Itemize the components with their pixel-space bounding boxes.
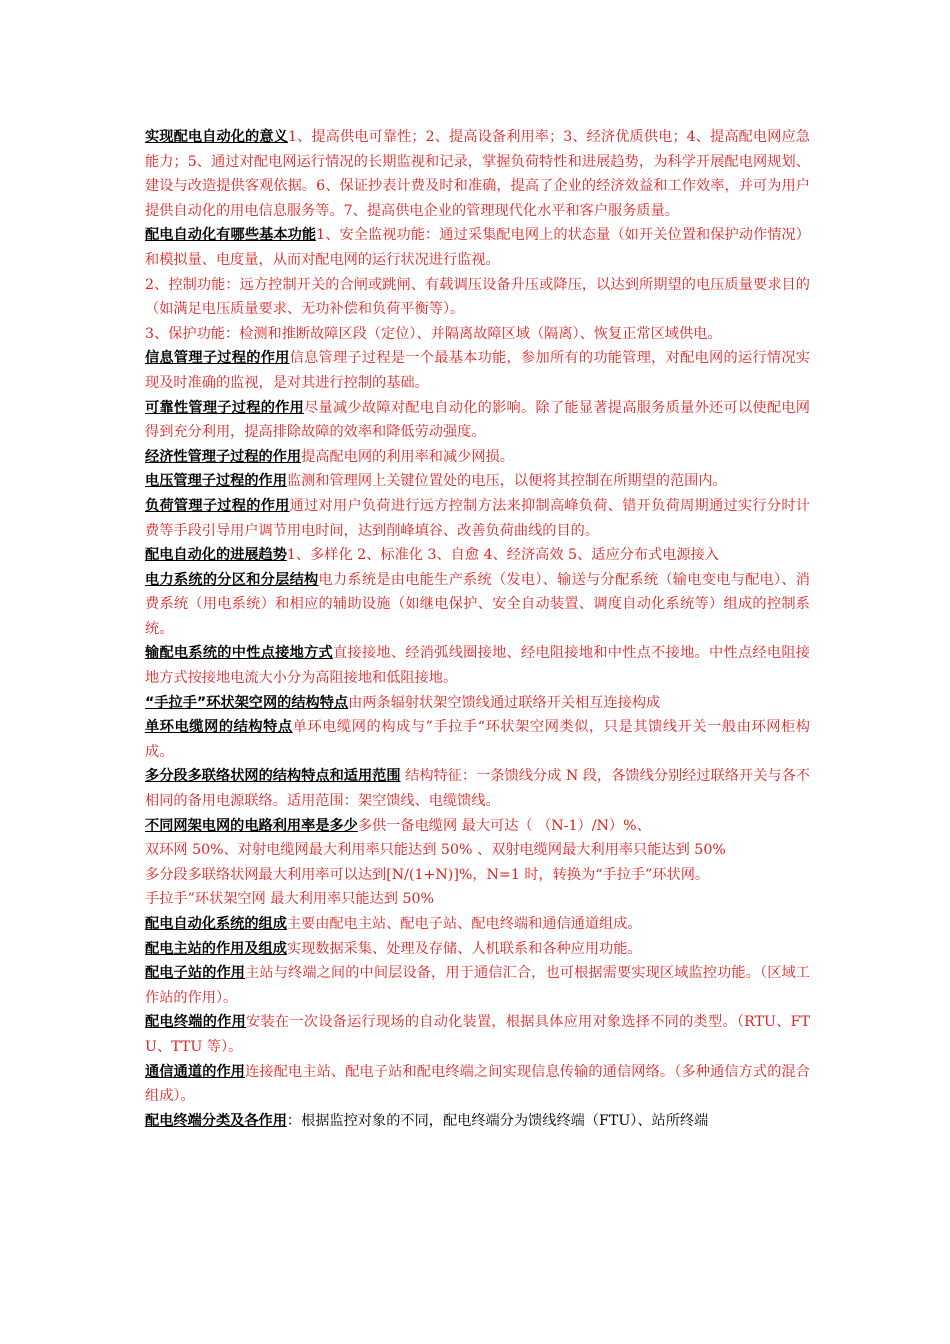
term-heading: 实现配电自动化的意义 <box>145 129 288 145</box>
paragraph-text: 电力系统是由电能生产系统（发电）、输送与分配系统（输电变电与配电）、消费系统（用电系统）和相应的辅助设施（如继电保护、安全自动装置、调度自动化系统等）组成的控制系统。 <box>145 571 810 637</box>
paragraph-text: 1、安全监视功能：通过采集配电网上的状态量（如开关位置和保护动作情况）和模拟量、电度量，从而对配电网的运行状况进行监视。 <box>145 227 810 268</box>
paragraph-control-function <box>145 273 810 322</box>
paragraph-text: 多供一备电缆网 最大可达（ （N-1）/N）%、 <box>357 817 651 834</box>
paragraph-neutral-grounding <box>145 641 810 690</box>
paragraph-text: 3、保护功能：检测和推断故障区段（定位）、并隔离故障区域（隔离）、恢复正常区域供电。 <box>145 325 722 342</box>
term-heading: 多分段多联络状网的结构特点和适用范围 <box>145 768 401 785</box>
paragraph-info-management <box>145 346 810 395</box>
paragraph-da-system-composition <box>145 912 810 937</box>
term-heading: 负荷管理子过程的作用 <box>145 497 290 514</box>
term-heading: 输配电系统的中性点接地方式 <box>145 645 334 662</box>
paragraph-text: ：根据监控对象的不同，配电终端分为馈线终端（FTU）、站所终端 <box>286 1112 709 1129</box>
paragraph-text: 双环网 50%、对射电缆网最大利用率只能达到 50% 、双射电缆网最大利用率只能达到 50% <box>145 842 726 859</box>
paragraph-economy-management <box>145 445 810 470</box>
paragraph-multi-segment-rate <box>145 863 810 888</box>
paragraph-dual-ring <box>145 838 810 863</box>
paragraph-basic-functions <box>145 223 810 272</box>
term-heading: 经济性管理子过程的作用 <box>145 448 302 465</box>
paragraph-text: 多分段多联络状网最大利用率可以达到[N/(1+N)]%，N=1 时，转换为“手拉手”环状网。 <box>145 866 710 883</box>
paragraph-single-ring-cable <box>145 715 810 764</box>
term-heading: 配电终端分类及各作用 <box>145 1112 287 1129</box>
paragraph-protection-function <box>145 322 810 347</box>
term-heading: 电力系统的分区和分层结构 <box>145 571 319 588</box>
paragraph-text: 通过对用户负荷进行远方控制方法来抑制高峰负荷、错开负荷周期通过实行分时计费等手段引导用户调节用电时间，达到削峰填谷、改善负荷曲线的目的。 <box>145 497 810 539</box>
term-heading: 电压管理子过程的作用 <box>145 473 287 490</box>
paragraph-text: 由两条辐射状架空馈线通过联络开关相互连接构成 <box>348 694 661 711</box>
paragraph-substation <box>145 961 810 1010</box>
paragraph-text: 主站与终端之间的中间层设备，用于通信汇合，也可根据需要实现区域监控功能。（区域工作站的作用）。 <box>145 965 810 1006</box>
paragraph-text: 1、多样化 2、标准化 3、自愈 4、经济高效 5、适应分布式电源接入 <box>286 547 719 564</box>
paragraph-voltage-management <box>145 469 810 494</box>
paragraph-text: 实现数据采集、处理及存储、人机联系和各种应用功能。 <box>286 940 642 957</box>
term-heading: 配电终端的作用 <box>145 1014 247 1031</box>
paragraph-text: 2、控制功能：远方控制开关的合闸或跳闸、有载调压设备升压或降压，以达到所期望的电压质量要求目的（如满足电压质量要求、无功补偿和负荷平衡等）。 <box>145 276 810 318</box>
term-heading: 信息管理子过程的作用 <box>145 350 290 367</box>
paragraph-hand-in-hand-rate <box>145 887 810 912</box>
paragraph-text: 监测和管理网上关键位置处的电压，以便将其控制在所期望的范围内。 <box>286 473 727 490</box>
term-heading: 配电自动化的进展趋势 <box>145 547 287 564</box>
paragraph-text: 主要由配电主站、配电子站、配电终端和通信通道组成。 <box>286 916 642 932</box>
paragraph-terminal-classification <box>145 1109 810 1134</box>
term-heading: 配电自动化系统的组成 <box>145 916 287 932</box>
term-heading: “手拉手”环状架空网的结构特点 <box>145 694 349 711</box>
paragraph-text: 1、提高供电可靠性；2、提高设备利用率；3、经济优质供电；4、提高配电网应急能力；5、通过对配电网运行情况的长期监视和记录，掌握负荷特性和进展趋势，为科学开展配电网规划、建设与改造提供客观依据。6、保证抄表计费及时和准确，提高了企业的经济效益和工作效率，并可为用户提供自动化的用电信息服务等。7、提高供电企业的管理现代化水平和客户服务质量。 <box>145 129 810 219</box>
paragraph-load-management <box>145 494 810 543</box>
paragraph-utilization-rate <box>145 814 810 839</box>
paragraph-significance <box>145 125 810 223</box>
paragraph-communication-channel <box>145 1060 810 1109</box>
paragraph-text: 单环电缆网的构成与”手拉手“环状架空网类似，只是其馈线开关一般由环网柜构成。 <box>145 719 810 760</box>
term-heading: 通信通道的作用 <box>145 1063 246 1080</box>
paragraph-trends <box>145 543 810 568</box>
paragraph-text: 尽量减少故障对配电自动化的影响。除了能显著提高服务质量外还可以使配电网得到充分利用，提高排除故障的效率和降低劳动强度。 <box>145 399 810 441</box>
paragraph-power-system-structure <box>145 568 810 642</box>
document-body <box>145 125 810 1133</box>
paragraph-text: 连接配电主站、配电子站和配电终端之间实现信息传输的通信网络。（多种通信方式的混合组成）。 <box>145 1063 810 1105</box>
term-heading: 可靠性管理子过程的作用 <box>145 399 305 416</box>
paragraph-text: 结构特征：一条馈线分成 N 段，各馈线分别经过联络开关与各不相同的备用电源联络。适用范围：架空馈线、电缆馈线。 <box>145 768 810 810</box>
term-heading: 配电主站的作用及组成 <box>145 940 287 957</box>
term-heading: 单环电缆网的结构特点 <box>145 719 293 736</box>
paragraph-hand-in-hand-network <box>145 691 810 716</box>
paragraph-text: 手拉手”环状架空网 最大利用率只能达到 50% <box>145 891 434 908</box>
paragraph-master-station <box>145 937 810 962</box>
paragraph-text: 提高配电网的利用率和减少网损。 <box>301 448 514 465</box>
paragraph-text: 信息管理子过程是一个最基本功能，参加所有的功能管理，对配电网的运行情况实现及时准确的监视，是对其进行控制的基础。 <box>145 350 810 391</box>
paragraph-multi-segment-network <box>145 764 810 813</box>
term-heading: 配电子站的作用 <box>145 965 246 982</box>
paragraph-reliability-management <box>145 396 810 445</box>
paragraph-terminal <box>145 1010 810 1059</box>
term-heading: 配电自动化有哪些基本功能 <box>145 227 317 244</box>
paragraph-text: 直接接地、经消弧线圈接地、经电阻接地和中性点不接地。中性点经电阻接地方式按接地电流大小分为高阻接地和低阻接地。 <box>145 645 810 687</box>
paragraph-text: 安装在一次设备运行现场的自动化装置，根据具体应用对象选择不同的类型。（RTU、FTU、TTU 等）。 <box>145 1014 810 1055</box>
term-heading: 不同网架电网的电路利用率是多少 <box>145 817 358 834</box>
